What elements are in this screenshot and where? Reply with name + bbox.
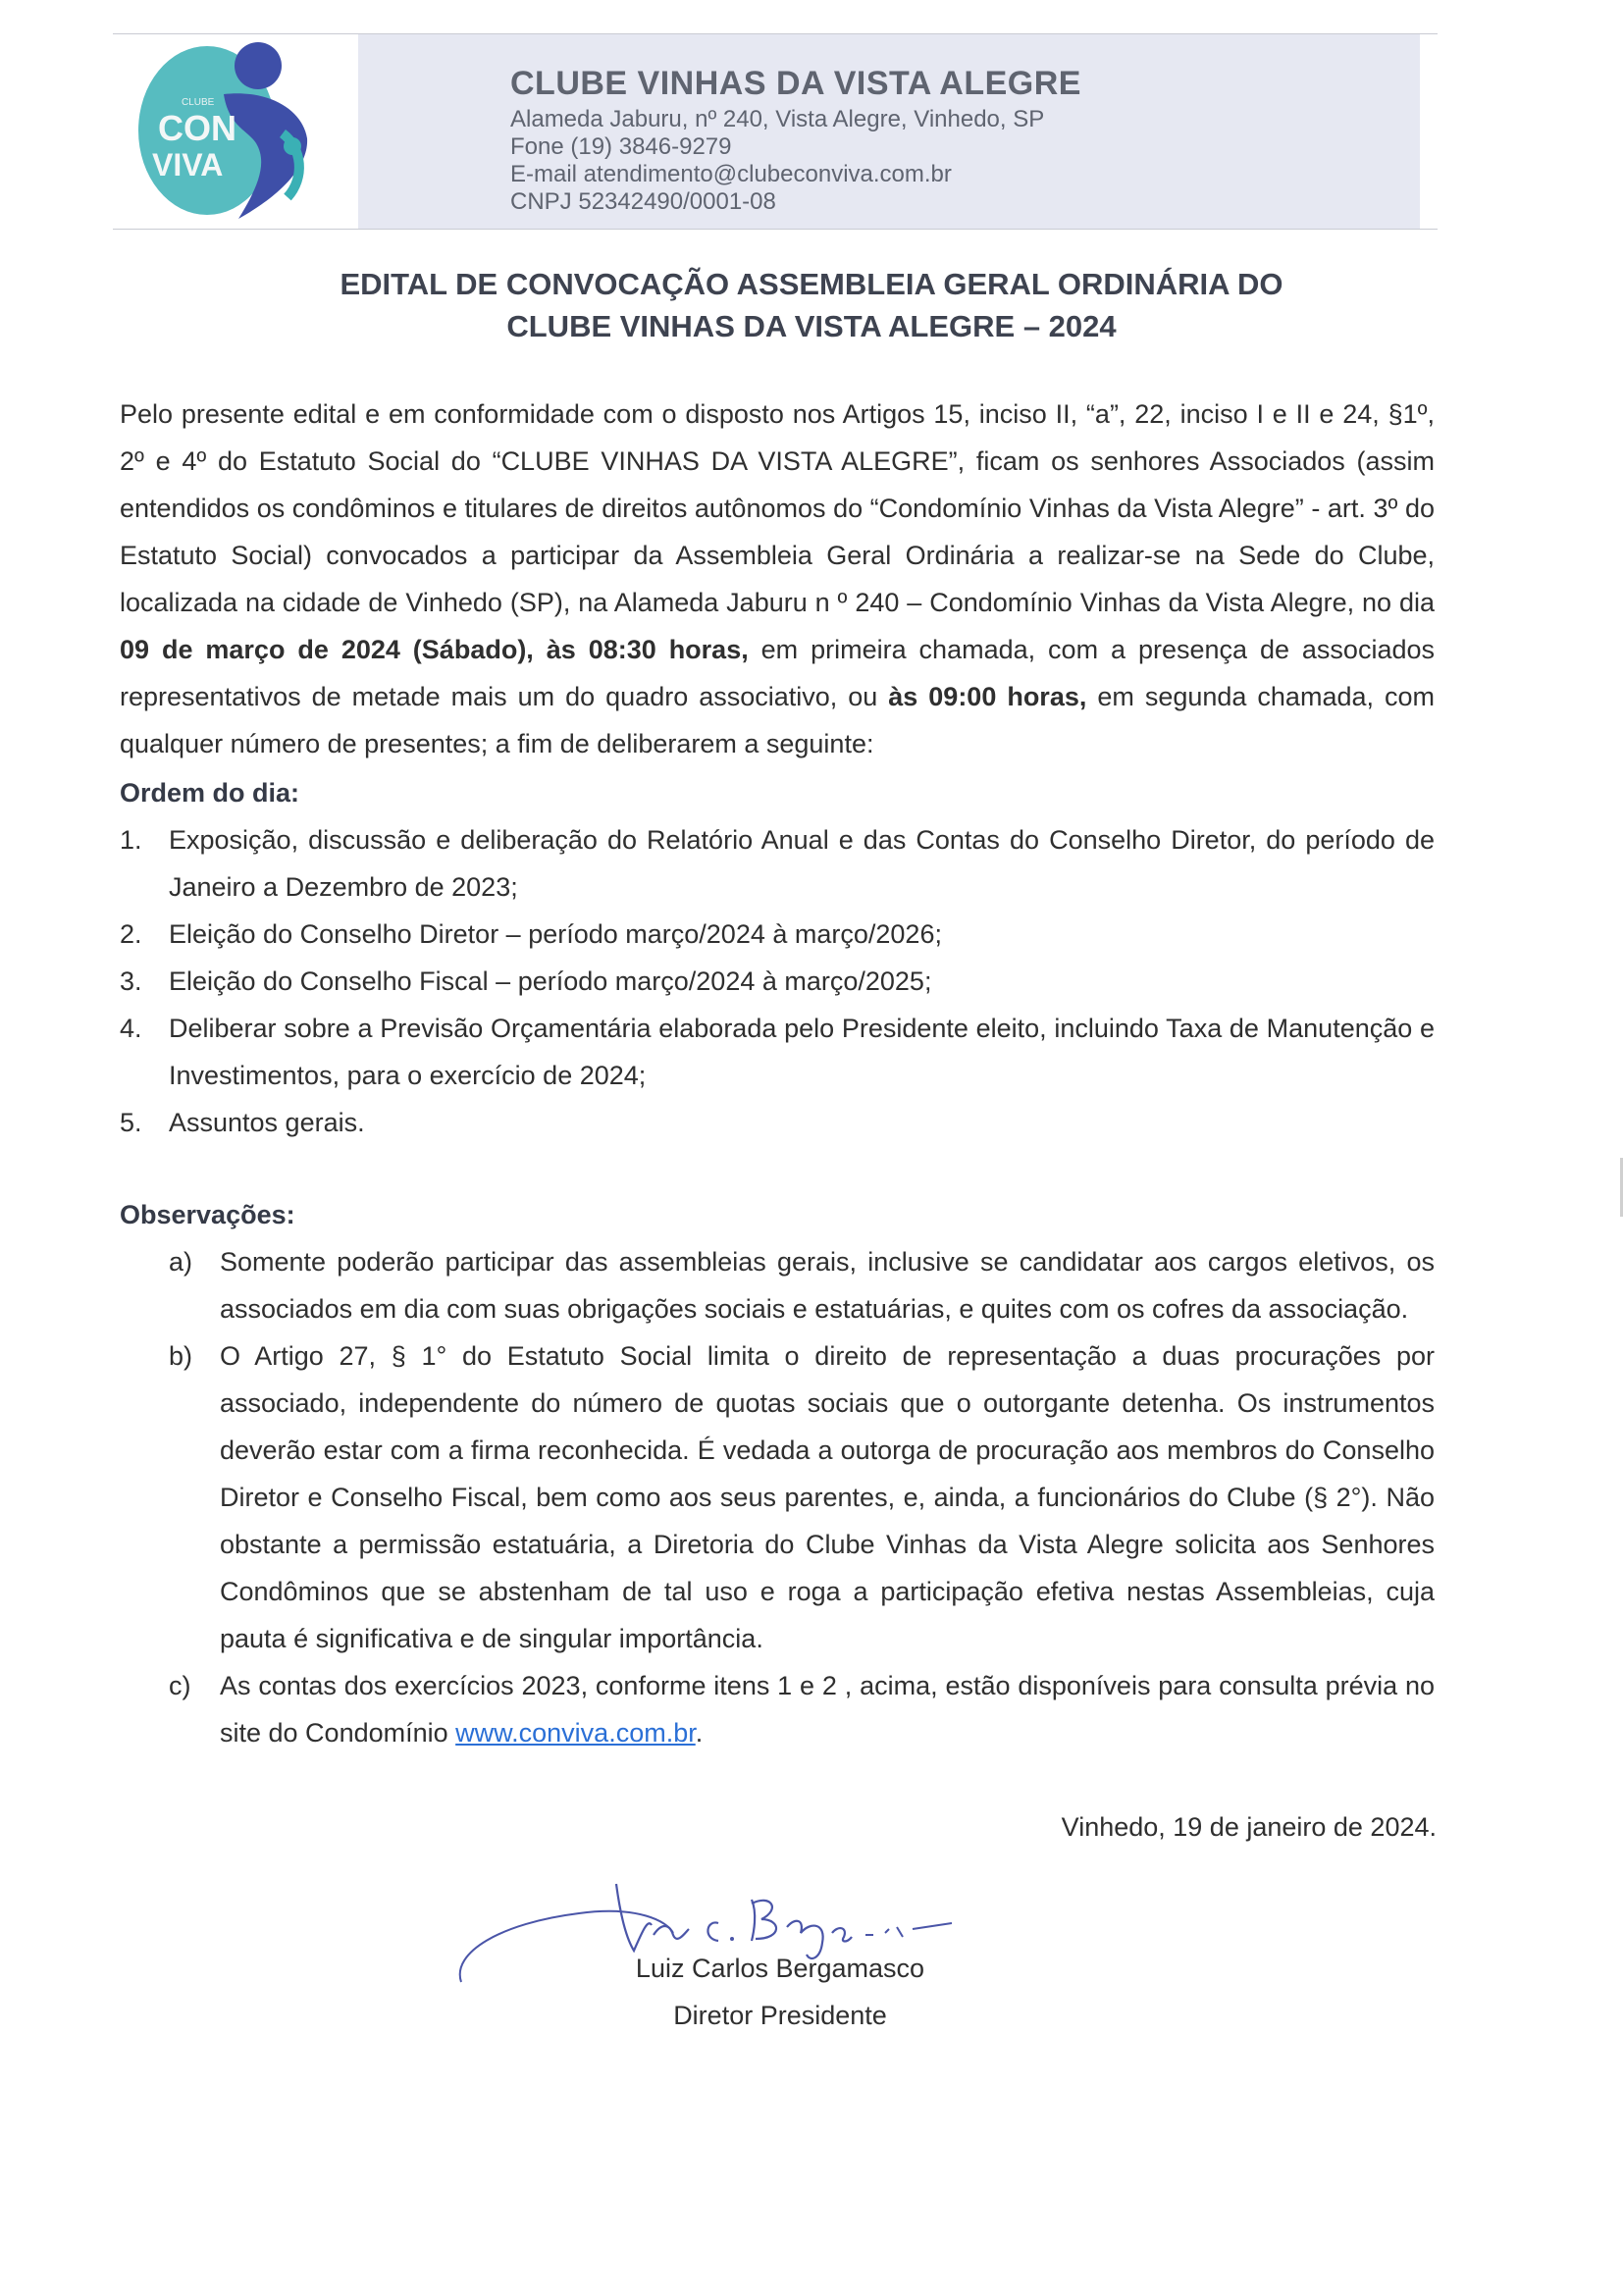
meeting-time-second-call: às 09:00 horas, <box>888 682 1087 711</box>
observation-text: Somente poderão participar das assembleias gerais, inclusive se candidatar aos cargos eletivos, os associados em dia com suas obrigações sociais e estatuárias, e quites com os cofres da associação. <box>220 1247 1435 1324</box>
observation-item <box>120 1662 1435 1756</box>
organization-info <box>510 64 1081 216</box>
agenda-item-number: 4. <box>120 1014 142 1043</box>
intro-text-1: Pelo presente edital e em conformidade com o disposto nos Artigos 15, inciso II, “a”, 22, inciso I e II e 24, §1º, 2º e 4º do Estatuto Social do “CLUBE VINHAS DA VISTA ALEGRE”, ficam os senhores Associados (assim entendidos os condôminos e titulares de direitos autônomos do “Condomínio Vinhas da Vista Alegre” - art. 3º do Estatuto Social) convocados a participar da Assembleia Geral Ordinária a realizar-se na Sede do Clube, localizada na cidade de Vinhedo (SP), na Alameda Jaburu n º 240 – Condomínio Vinhas da Vista Alegre, no dia <box>120 399 1435 617</box>
agenda-item <box>120 1005 1435 1099</box>
svg-text:VIVA: VIVA <box>152 147 224 183</box>
observation-item <box>120 1238 1435 1332</box>
svg-text:CLUBE: CLUBE <box>182 97 215 108</box>
organization-phone: Fone (19) 3846-9279 <box>510 133 732 160</box>
signer-role: Diretor Presidente <box>673 2001 887 2030</box>
observation-letter: a) <box>169 1247 193 1277</box>
agenda-item-number: 1. <box>120 825 142 855</box>
observation-letter: b) <box>169 1341 193 1371</box>
observation-text-before-link: As contas dos exercícios 2023, conforme itens 1 e 2 , acima, estão disponíveis para consulta prévia no site do Condomínio <box>220 1671 1435 1748</box>
agenda-item <box>120 816 1435 911</box>
agenda-item-number: 3. <box>120 966 142 996</box>
organization-name: CLUBE VINHAS DA VISTA ALEGRE <box>510 65 1081 102</box>
organization-cnpj: CNPJ 52342490/0001-08 <box>510 188 776 215</box>
title-line-2: CLUBE VINHAS DA VISTA ALEGRE – 2024 <box>506 309 1117 343</box>
agenda-item-number: 2. <box>120 919 142 949</box>
agenda-item <box>120 911 1435 958</box>
organization-address: Alameda Jaburu, nº 240, Vista Alegre, Vinhedo, SP <box>510 106 1045 132</box>
agenda-item-text: Exposição, discussão e deliberação do Relatório Anual e das Contas do Conselho Diretor, do período de Janeiro a Dezembro de 2023; <box>169 825 1435 902</box>
agenda-list <box>120 816 1435 1146</box>
agenda-item <box>120 958 1435 1005</box>
agenda-item-text: Eleição do Conselho Diretor – período março/2024 à março/2026; <box>169 919 942 949</box>
letterhead <box>113 33 1438 230</box>
observation-text <box>220 1662 1435 1756</box>
organization-email: E-mail atendimento@clubeconviva.com.br <box>510 161 952 187</box>
club-logo <box>131 40 327 223</box>
observation-text-after-link: . <box>695 1718 704 1748</box>
svg-text:CON: CON <box>158 108 236 148</box>
agenda-item <box>120 1099 1435 1146</box>
signer-name: Luiz Carlos Bergamasco <box>635 1954 925 1983</box>
observation-item <box>120 1332 1435 1662</box>
agenda-item-text: Assuntos gerais. <box>169 1108 365 1137</box>
document-title <box>0 263 1623 347</box>
agenda-item-text: Deliberar sobre a Previsão Orçamentária elaborada pelo Presidente eleito, incluindo Taxa de Manutenção e Investimentos, para o exercício de 2024; <box>169 1014 1435 1090</box>
observations-list <box>120 1238 1435 1756</box>
intro-text-3: em segunda chamada, com qualquer número de presentes; a fim de deliberarem a seguinte: <box>120 682 1435 758</box>
intro-paragraph <box>120 391 1435 767</box>
agenda-item-number: 5. <box>120 1108 142 1137</box>
observation-letter: c) <box>169 1671 191 1700</box>
agenda-item-text: Eleição do Conselho Fiscal – período março/2024 à março/2025; <box>169 966 932 996</box>
document-date: Vinhedo, 19 de janeiro de 2024. <box>1061 1812 1437 1842</box>
agenda-heading: Ordem do dia: <box>120 778 300 808</box>
intro-text-2: em primeira chamada, com a presença de associados representativos de metade mais um do quadro associativo, ou <box>120 635 1435 711</box>
observations-heading: Observações: <box>120 1200 295 1229</box>
meeting-date-first-call: 09 de março de 2024 (Sábado), às 08:30 horas, <box>120 635 749 664</box>
website-link[interactable]: www.conviva.com.br <box>455 1718 696 1748</box>
observation-text: O Artigo 27, § 1° do Estatuto Social limita o direito de representação a duas procurações por associado, independente do número de quotas sociais que o outorgante detenha. Os instrumentos deverão estar com a firma reconhecida. É vedada a outorga de procuração aos membros do Conselho Diretor e Conselho Fiscal, bem como aos seus parentes, e, ainda, a funcionários do Clube (§ 2°). Não obstante a permissão estatuária, a Diretoria do Clube Vinhas da Vista Alegre solicita aos Senhores Condôminos que se abstenham de tal uso e roga a participação efetiva nestas Assembleias, cuja pauta é significativa e de singular importância. <box>220 1341 1435 1653</box>
title-line-1: EDITAL DE CONVOCAÇÃO ASSEMBLEIA GERAL ORDINÁRIA DO <box>340 267 1283 301</box>
